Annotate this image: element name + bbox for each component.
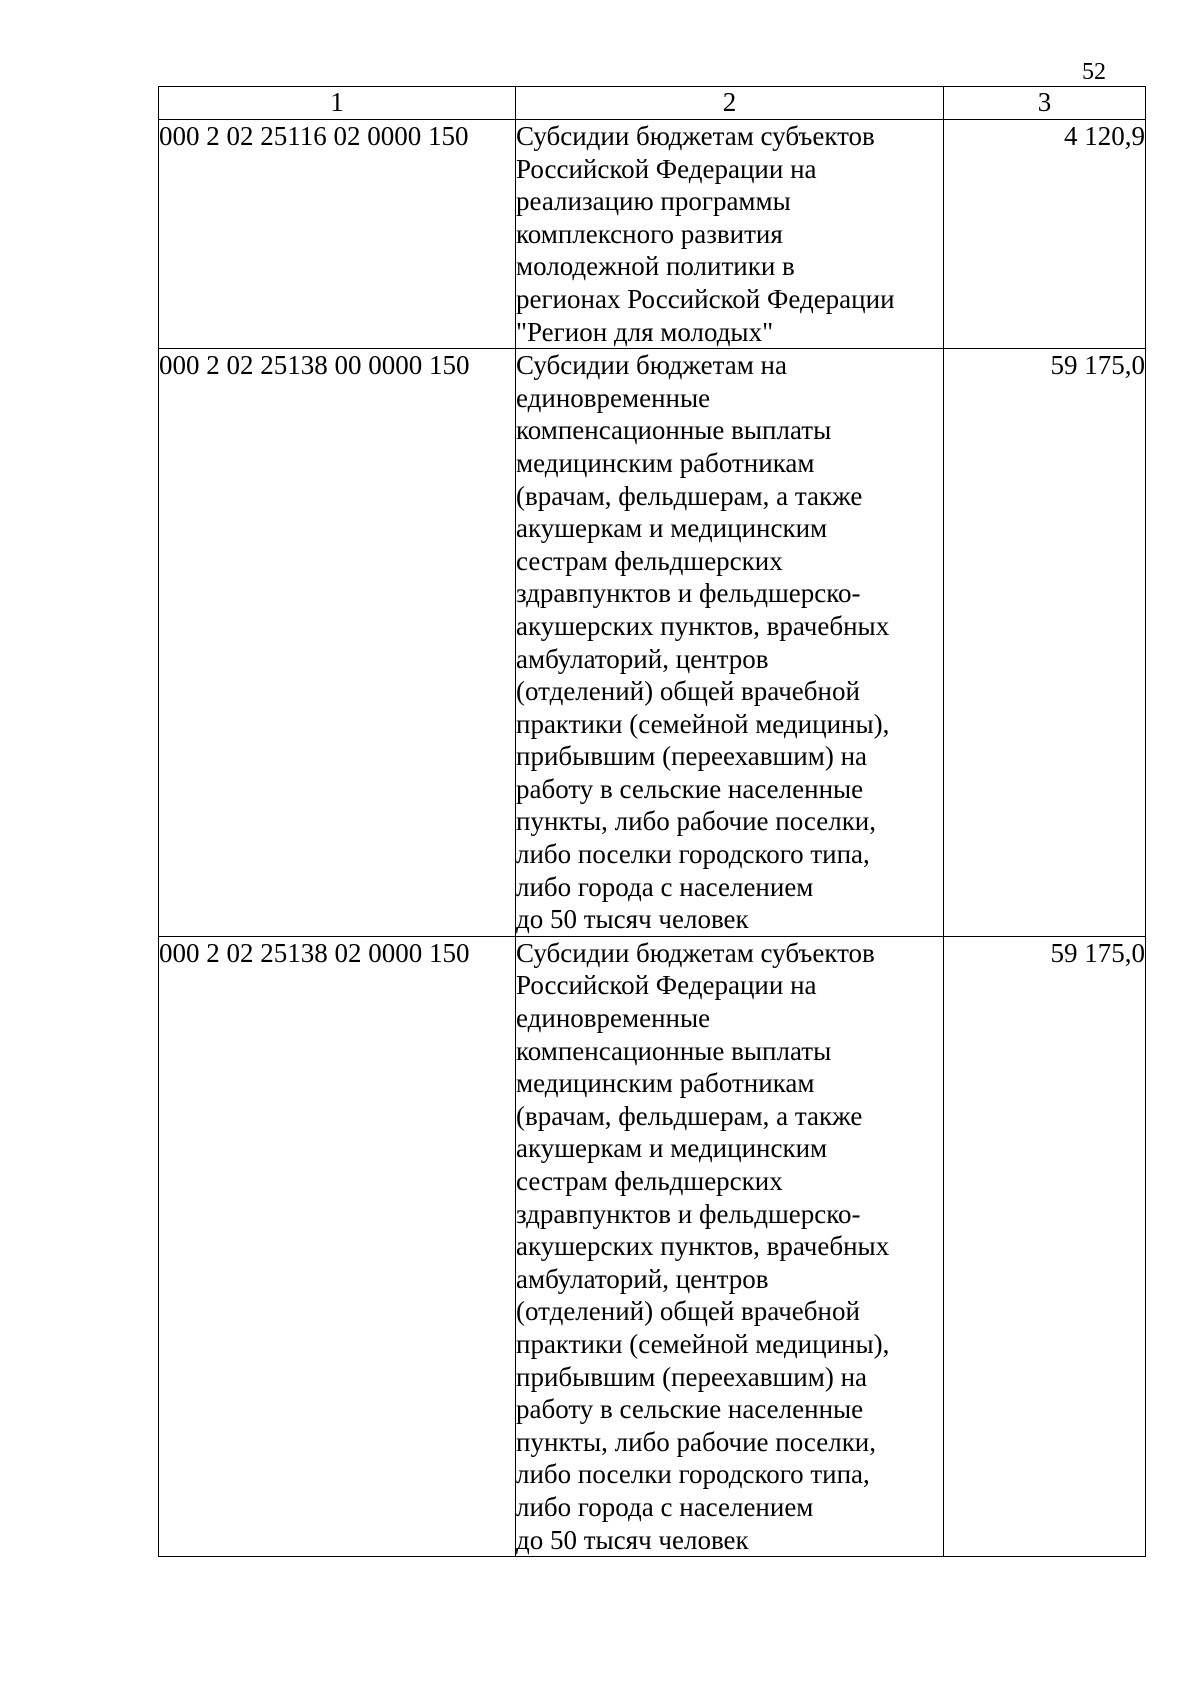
description-line: медицинским работникам bbox=[516, 1068, 815, 1099]
budget-code-cell: 000 2 02 25138 02 0000 150 bbox=[159, 936, 516, 1556]
table-body bbox=[159, 120, 1146, 1557]
description-line: Субсидии бюджетам на bbox=[516, 350, 787, 381]
description-line: компенсационные выплаты bbox=[516, 1035, 832, 1066]
description-line: Российской Федерации на bbox=[516, 153, 817, 184]
table-header-row bbox=[159, 87, 1146, 120]
description-line: реализацию программы bbox=[516, 186, 791, 217]
description-line: работу в сельские населенные bbox=[516, 1394, 864, 1425]
description-line: Субсидии бюджетам субъектов bbox=[516, 937, 875, 968]
description-line: практики (семейной медицины), bbox=[516, 708, 890, 739]
description-line: практики (семейной медицины), bbox=[516, 1328, 890, 1359]
description-line: Российской Федерации на bbox=[516, 970, 817, 1001]
description-line: здравпунктов и фельдшерско- bbox=[516, 1198, 861, 1229]
description-line: молодежной политики в bbox=[516, 251, 795, 282]
budget-code-cell: 000 2 02 25138 00 0000 150 bbox=[159, 349, 516, 937]
description-line: акушерских пунктов, врачебных bbox=[516, 1231, 890, 1262]
budget-code-cell: 000 2 02 25116 02 0000 150 bbox=[159, 120, 516, 349]
description-line: либо города с населением bbox=[516, 1491, 814, 1522]
description-cell bbox=[516, 936, 944, 1556]
description-line: (отделений) общей врачебной bbox=[516, 1296, 860, 1327]
table-row bbox=[159, 349, 1146, 937]
amount-cell: 59 175,0 bbox=[944, 349, 1146, 937]
amount-cell: 59 175,0 bbox=[944, 936, 1146, 1556]
description-line: (врачам, фельдшерам, а также bbox=[516, 1100, 863, 1131]
description-line: пункты, либо рабочие поселки, bbox=[516, 1426, 877, 1457]
description-cell bbox=[516, 120, 944, 349]
description-line: комплексного развития bbox=[516, 218, 783, 249]
description-line: регионах Российской Федерации bbox=[516, 283, 895, 314]
page-number: 52 bbox=[1082, 59, 1106, 85]
column-header-amount: 3 bbox=[944, 87, 1146, 120]
description-line: сестрам фельдшерских bbox=[516, 545, 783, 576]
description-line: до 50 тысяч человек bbox=[516, 1524, 749, 1555]
table-row bbox=[159, 120, 1146, 349]
amount-cell: 4 120,9 bbox=[944, 120, 1146, 349]
description-line: акушерских пунктов, врачебных bbox=[516, 610, 890, 641]
description-line: Субсидии бюджетам субъектов bbox=[516, 121, 875, 151]
description-line: (врачам, фельдшерам, а также bbox=[516, 480, 863, 511]
column-header-code: 1 bbox=[159, 87, 516, 120]
description-line: акушеркам и медицинским bbox=[516, 1133, 828, 1164]
description-line: работу в сельские населенные bbox=[516, 773, 864, 804]
description-line: либо поселки городского типа, bbox=[516, 1459, 870, 1490]
description-line: здравпунктов и фельдшерско- bbox=[516, 578, 861, 609]
description-line: единовременные bbox=[516, 1003, 711, 1034]
description-line: амбулаторий, центров bbox=[516, 643, 769, 674]
description-line: пункты, либо рабочие поселки, bbox=[516, 806, 877, 837]
description-line: единовременные bbox=[516, 382, 711, 413]
description-line: прибывшим (переехавшим) на bbox=[516, 741, 868, 772]
description-cell bbox=[516, 349, 944, 937]
description-line: (отделений) общей врачебной bbox=[516, 676, 860, 707]
budget-table bbox=[158, 86, 1146, 1557]
description-line: до 50 тысяч человек bbox=[516, 904, 749, 935]
description-line: либо поселки городского типа, bbox=[516, 839, 870, 870]
description-line: медицинским работникам bbox=[516, 447, 815, 478]
description-line: акушеркам и медицинским bbox=[516, 513, 828, 544]
description-line: компенсационные выплаты bbox=[516, 415, 832, 446]
description-line: либо города с населением bbox=[516, 871, 814, 902]
description-line: "Регион для молодых" bbox=[516, 316, 774, 347]
table-row bbox=[159, 936, 1146, 1556]
description-line: сестрам фельдшерских bbox=[516, 1166, 783, 1196]
description-line: прибывшим (переехавшим) на bbox=[516, 1361, 868, 1392]
column-header-description: 2 bbox=[516, 87, 944, 120]
description-line: амбулаторий, центров bbox=[516, 1263, 769, 1294]
